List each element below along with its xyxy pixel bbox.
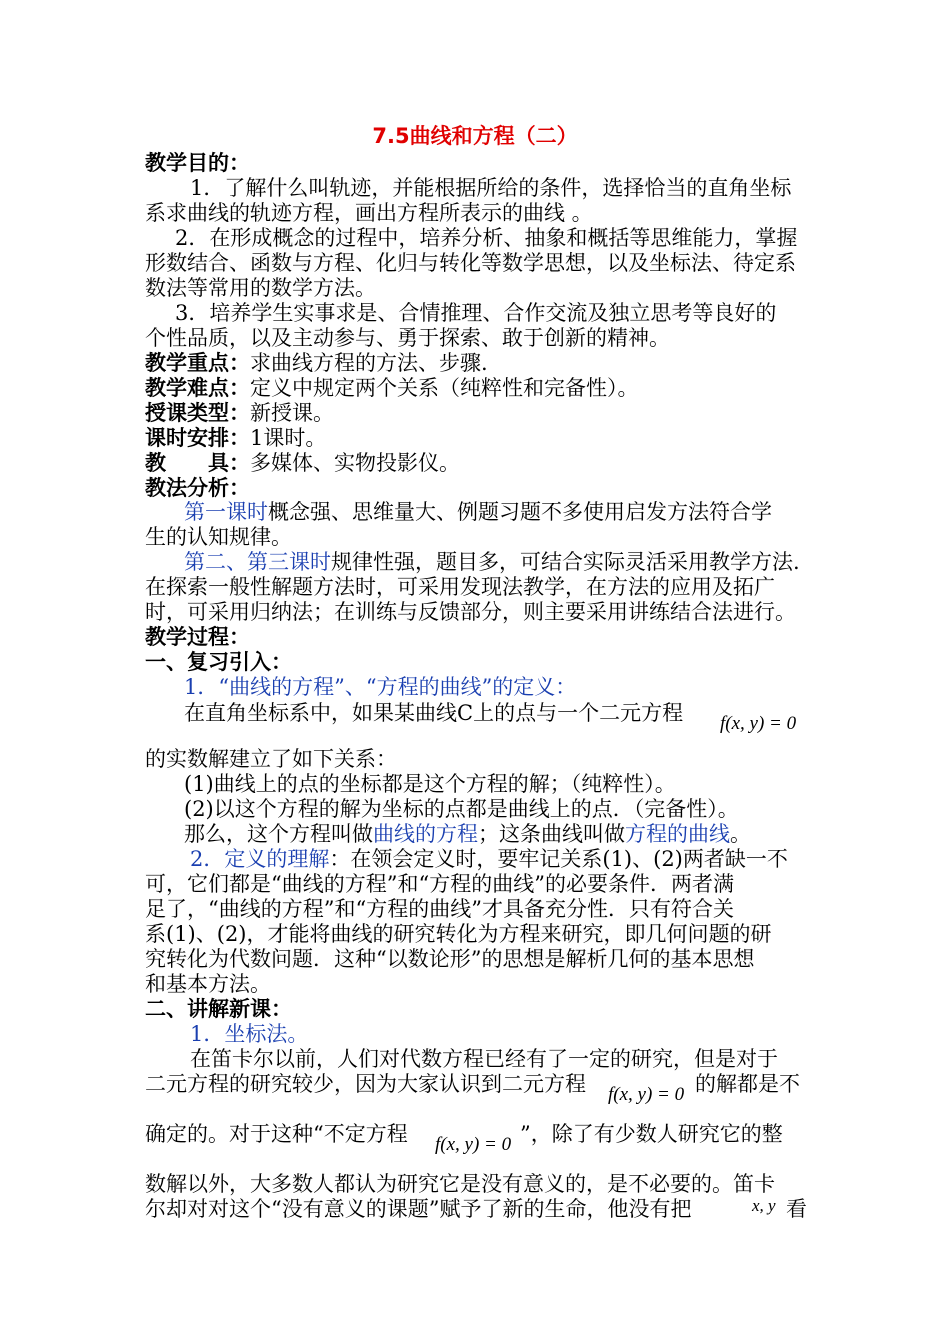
objective-1-line-2: 系求曲线的轨迹方程，画出方程所表示的曲线 。 [145,201,593,225]
history-line-5-text: 尔却对对这个“没有意义的课题”赋予了新的生命，他没有把 [145,1197,692,1221]
method-2-highlight: 第二、第三课时 [184,550,331,574]
focus-row [145,351,488,376]
understanding-line-3: 足了，“曲线的方程”和“方程的曲线”才具备充分性．只有符合关 [145,897,734,921]
condition-1: (1)曲线上的点的坐标都是这个方程的解；（纯粹性）。 [184,772,676,796]
type-text: 新授课。 [250,401,334,425]
history-line-3-tail: ”，除了有少数人研究它的整 [520,1122,783,1146]
definition-paragraph-line-1 [184,701,683,726]
history-line-5-tail: 看 [786,1197,807,1221]
focus-text: 求曲线方程的方法、步骤. [250,351,488,375]
history-line-4: 数解以外，大多数人都认为研究它是没有意义的，是不必要的。笛卡 [145,1172,775,1196]
objectives-heading: 教学目的： [145,151,250,175]
definition-paragraph-line-2: 的实数解建立了如下关系： [145,747,397,771]
tools-row [145,451,460,476]
equation-fxy-2: f(x, y) = 0 [608,1084,685,1105]
understanding-line-5: 究转化为代数问题．这种“以数论形”的思想是解析几何的基本思想 [145,947,755,971]
definition-conclusion [184,822,751,847]
history-line-2-text: 二元方程的研究较少，因为大家认识到二元方程 [145,1072,586,1096]
definition-text: 在直角坐标系中，如果某曲线C上的点与一个二元方程 [184,701,684,725]
equation-fxy-3: f(x, y) = 0 [435,1134,512,1155]
page-title: 7.5曲线和方程（二） [372,124,578,148]
history-line-3 [145,1122,408,1147]
hours-row [145,426,326,451]
understanding-line-4: 系(1)、(2)，才能将曲线的研究转化为方程来研究，即几何问题的研 [145,922,772,946]
objective-3-line-2: 个性品质，以及主动参与、勇于探索、敢于创新的精神。 [145,326,670,350]
coordinate-method-heading: 1．坐标法。 [190,1022,309,1046]
tools-label: 教 具： [145,451,250,475]
condition-2: (2)以这个方程的解为坐标的点都是曲线上的点．（完备性）。 [184,797,739,821]
method-1-line-1 [184,500,772,525]
method-2-line-2: 在探索一般性解题方法时，可采用发现法教学，在方法的应用及拓广 [145,575,775,599]
hours-label: 课时安排： [145,426,250,450]
section-2-heading: 二、讲解新课： [145,997,292,1021]
conclusion-text-c: ；这条曲线叫做 [478,822,625,846]
focus-label: 教学重点： [145,351,250,375]
method-2-line-3: 时，可采用归纳法；在训练与反馈部分，则主要采用讲练结合法进行。 [145,600,796,624]
history-line-1: 在笛卡尔以前，人们对代数方程已经有了一定的研究，但是对于 [190,1047,778,1071]
understanding-line-1 [190,847,788,872]
conclusion-text-a: 那么，这个方程叫做 [184,822,373,846]
method-1-highlight: 第一课时 [184,500,268,524]
hours-text: 1课时。 [250,426,327,450]
method-heading: 教法分析： [145,476,250,500]
history-line-3-text: 确定的。对于这种“不定方程 [145,1122,408,1146]
understanding-line-2: 可，它们都是“曲线的方程”和“方程的曲线”的必要条件．两者满 [145,872,734,896]
method-1-line-2: 生的认知规律。 [145,525,292,549]
equation-xy: x, y [752,1196,776,1215]
equation-fxy-1: f(x, y) = 0 [720,713,797,734]
objective-3-line-1: 3．培养学生实事求是、合情推理、合作交流及独立思考等良好的 [175,301,777,325]
conclusion-term-equation-curve: 方程的曲线 [625,822,730,846]
section-1-heading: 一、复习引入： [145,650,292,674]
difficulty-row [145,376,639,401]
conclusion-text-e: 。 [730,822,751,846]
difficulty-text: 定义中规定两个关系（纯粹性和完备性）。 [250,376,639,400]
understanding-text: ：在领会定义时，要牢记关系(1)、(2)两者缺一不 [329,847,788,871]
history-line-2-tail: 的解都是不 [695,1072,800,1096]
objective-2-line-3: 数法等常用的数学方法。 [145,276,376,300]
difficulty-label: 教学难点： [145,376,250,400]
objective-2-line-1: 2．在形成概念的过程中，培养分析、抽象和概括等思维能力，掌握 [175,226,798,250]
understanding-line-6: 和基本方法。 [145,972,271,996]
understanding-heading: 2．定义的理解 [190,847,330,871]
conclusion-term-curve-equation: 曲线的方程 [373,822,478,846]
method-1-text: 概念强、思维量大、例题习题不多使用启发方法符合学 [268,500,772,524]
objective-1-line-1: 1．了解什么叫轨迹，并能根据所给的条件，选择恰当的直角坐标 [190,176,792,200]
type-row [145,401,334,426]
method-2-line-1 [184,550,800,575]
objective-2-line-2: 形数结合、函数与方程、化归与转化等数学思想，以及坐标法、待定系 [145,251,796,275]
history-line-2 [145,1072,586,1097]
method-2-text: 规律性强，题目多，可结合实际灵活采用教学方法. [331,550,800,574]
process-heading: 教学过程： [145,625,250,649]
history-line-5 [145,1197,691,1222]
tools-text: 多媒体、实物投影仪。 [250,451,460,475]
definition-item-1: 1．“曲线的方程”、“方程的曲线”的定义： [184,675,577,699]
type-label: 授课类型： [145,401,250,425]
